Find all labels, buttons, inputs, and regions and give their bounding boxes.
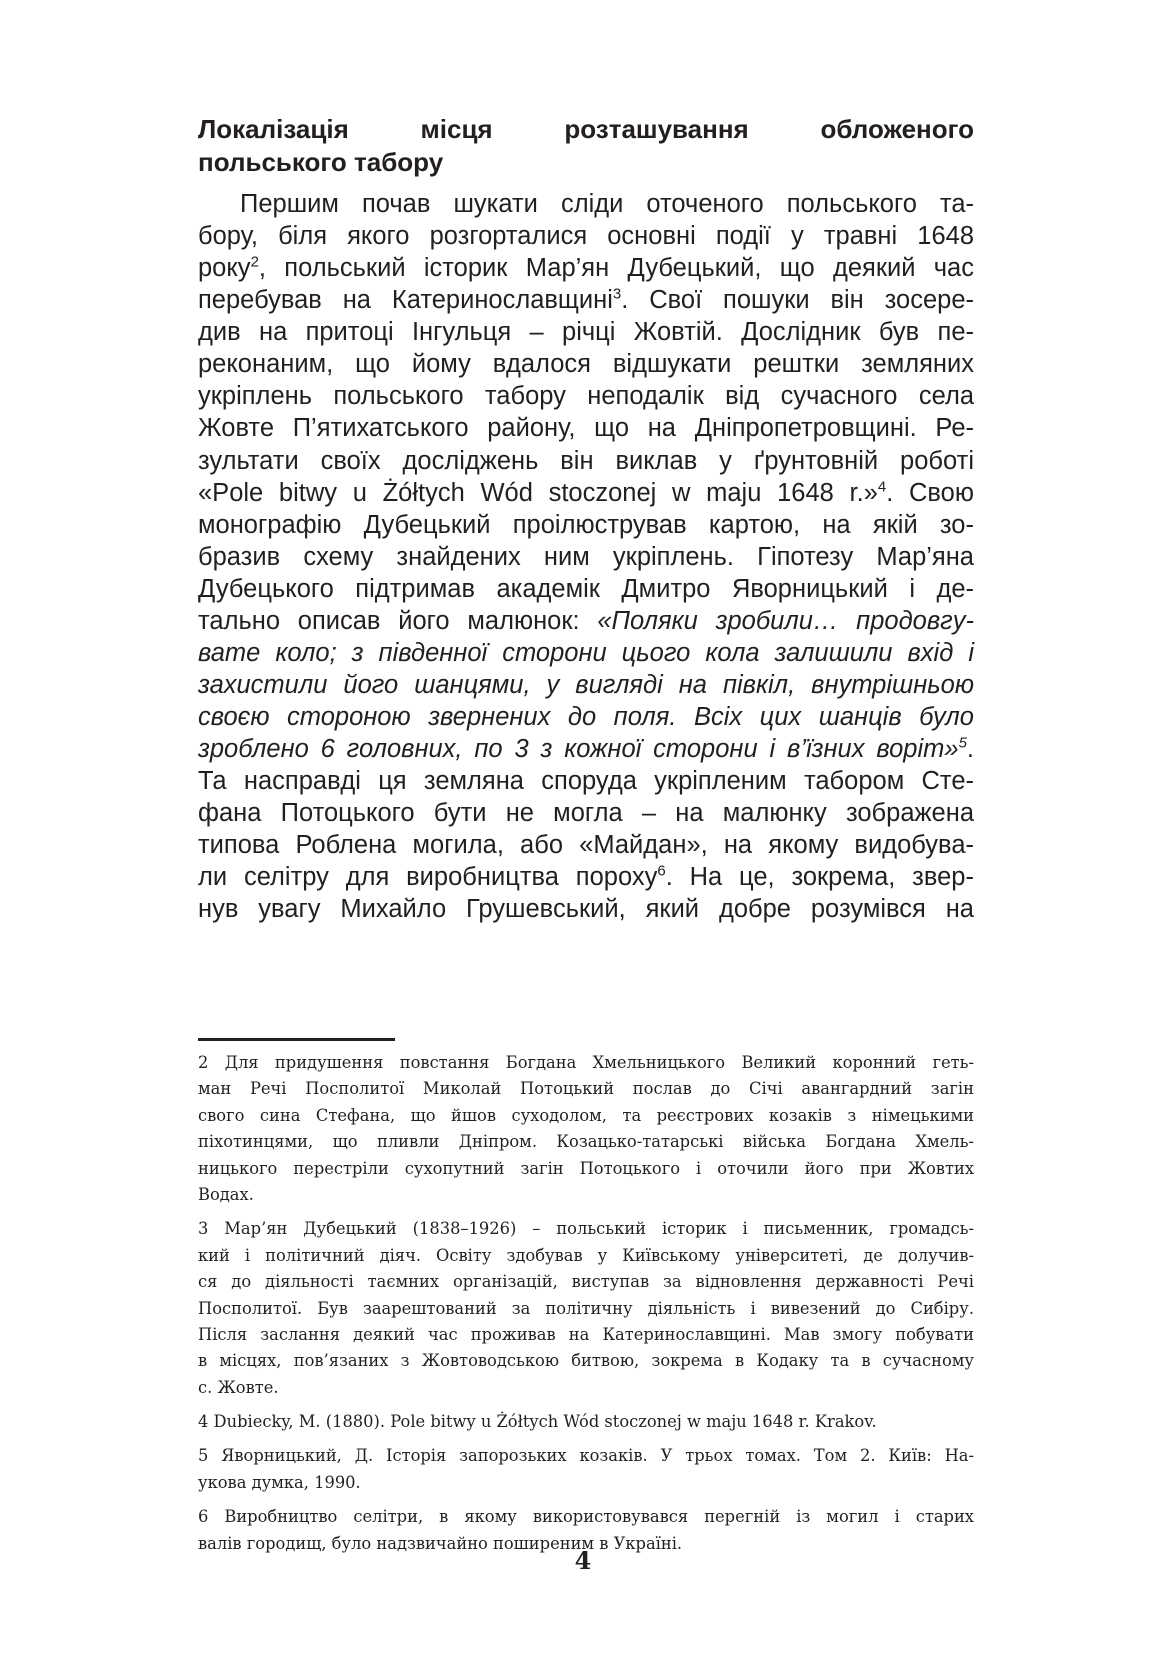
body-line <box>198 477 974 509</box>
body-text-run: , польський історик Мар’ян Дубецький, що деякий час <box>258 254 974 283</box>
body-line: Дубецького підтримав академік Дмитро Яворницький і де- <box>198 574 974 603</box>
page-number: 4 <box>574 1546 592 1575</box>
footnote-line: ницького перестріли сухопутний загін Потоцького і оточили його при Жовтих <box>198 1158 974 1178</box>
body-text-run: «Pole bitwy u Żółtych Wód stoczonej w maju 1648 r.» <box>198 478 878 507</box>
footnote-ref-4[interactable]: 4 <box>877 478 887 496</box>
body-text-run: . Свою <box>886 478 974 507</box>
footnote-line: Після заслання деякий час проживав на Катеринославщині. Мав змогу побувати <box>198 1324 974 1344</box>
footnote-line: кий і політичний діяч. Освіту здобував у Київському університеті, де долучив- <box>198 1245 974 1265</box>
footnote-2 <box>198 1050 974 1208</box>
section-heading-line2: польського табору <box>198 147 444 177</box>
footnotes <box>198 1050 974 1557</box>
footnote-ref-6[interactable]: 6 <box>657 862 666 880</box>
footnote-3 <box>198 1216 974 1401</box>
body-line: Та насправді ця земляна споруда укріпленим табором Сте- <box>198 767 974 796</box>
body-line: Першим почав шукати сліди оточеного польського та- <box>240 190 974 218</box>
quote-line: вате коло; з південної сторони цього кола залишили вхід і <box>198 638 974 667</box>
body-line: Жовте П’ятихатського району, що на Дніпропетровщині. Ре- <box>198 414 974 443</box>
footnote-5 <box>198 1443 974 1496</box>
body-line: бразив схему знайдених ним укріплень. Гіпотезу Мар’яна <box>198 542 974 571</box>
body-text-run: . Свої пошуки він зосере- <box>621 286 975 315</box>
body-line <box>198 284 974 316</box>
footnote-line: Водах. <box>198 1184 254 1204</box>
body-text-run: року <box>198 254 251 283</box>
footnote-line: 6 Виробництво селітри, в якому використовувався перегній із могил і старих <box>198 1507 974 1527</box>
footnote-line: с. Жовте. <box>198 1377 279 1397</box>
body-line: монографію Дубецький проілюстрував картою, на якій зо- <box>198 510 974 539</box>
body-line <box>198 605 974 637</box>
footnote-ref-3[interactable]: 3 <box>612 285 622 303</box>
footnote-line: 3 Мар’ян Дубецький (1838–1926) – польський історик і письменник, громадсь- <box>198 1219 974 1239</box>
body-line: зультати своїх досліджень він виклав у ґрунтовній роботі <box>198 446 974 475</box>
body-line <box>198 252 974 284</box>
quote-text: зроблено 6 головних, по 3 з кожної сторони і в’їзних воріт» <box>198 735 959 764</box>
body-line: реконаним, що йому вдалося відшукати рештки земляних <box>198 350 974 379</box>
footnote-4 <box>198 1409 974 1435</box>
body-text-run: перебував на Катеринославщині <box>198 286 613 315</box>
footnote-line: 4 Dubiecky, M. (1880). Pole bitwy u Żółtych Wód stoczonej w maju 1648 r. Krakov. <box>198 1412 877 1432</box>
quote-line: своєю стороною звернених до поля. Всіх цих шанців було <box>198 703 974 731</box>
body-text-run: . <box>966 735 974 764</box>
footnote-ref-5[interactable]: 5 <box>958 734 967 752</box>
body-text-run: тально описав його малюнок: <box>198 606 598 635</box>
footnote-separator <box>198 1038 395 1041</box>
footnote-line: свого сина Стефана, що йшов суходолом, та реєстрових козаків з німецькими <box>198 1105 974 1125</box>
body-line: бору, біля якого розгорталися основні події у травні 1648 <box>198 222 974 251</box>
section-heading: Локалізація місця розташування обложеного <box>198 114 974 144</box>
footnote-ref-2[interactable]: 2 <box>250 253 259 271</box>
footnote-line: укова думка, 1990. <box>198 1472 361 1492</box>
footnote-line: 5 Яворницький, Д. Історія запорозьких козаків. У трьох томах. Том 2. Київ: На- <box>198 1446 974 1466</box>
body-line <box>198 861 974 893</box>
body-line: нув увагу Михайло Грушевський, який добре розумівся на <box>198 895 974 924</box>
body-line: типова Роблена могила, або «Майдан», на якому видобува- <box>198 831 974 860</box>
footnote-line: в місцях, пов’язаних з Жовтоводською битвою, зокрема в Кодаку та в сучасному <box>198 1351 974 1371</box>
footnote-line: ся до діяльності таємних організацій, виступав за відновлення державності Речі <box>198 1272 974 1292</box>
body-text-run: . На це, зокрема, звер- <box>665 863 974 892</box>
body-line: див на притоці Інгульця – річці Жовтій. Дослідник був пе- <box>198 318 974 347</box>
body-line: фана Потоцького бути не могла – на малюнку зображена <box>198 799 974 828</box>
body-text-run: ли селітру для виробництва пороху <box>198 863 658 892</box>
footnote-line: ман Речі Посполитої Миколай Потоцький послав до Січі авангардний загін <box>198 1079 974 1099</box>
footnote-line: валів городищ, було надзвичайно поширеним в Україні. <box>198 1533 683 1553</box>
quote-text: «Поляки зробили… продовгу- <box>597 606 974 635</box>
body-line: укріплень польського табору неподалік від сучасного села <box>198 382 974 411</box>
footnote-line: 2 Для придушення повстання Богдана Хмельницького Великий коронний геть- <box>198 1053 974 1072</box>
body-paragraph <box>198 188 974 925</box>
body-line <box>198 733 974 765</box>
quote-line: захистили його шанцями, у вигляді на півкіл, внутрішньою <box>198 670 974 699</box>
footnote-line: піхотинцями, що пливли Дніпром. Козацько-татарські війська Богдана Хмель- <box>198 1132 974 1152</box>
footnote-line: Посполитої. Був заарештований за політичну діяльність і вивезений до Сибіру. <box>198 1298 974 1318</box>
